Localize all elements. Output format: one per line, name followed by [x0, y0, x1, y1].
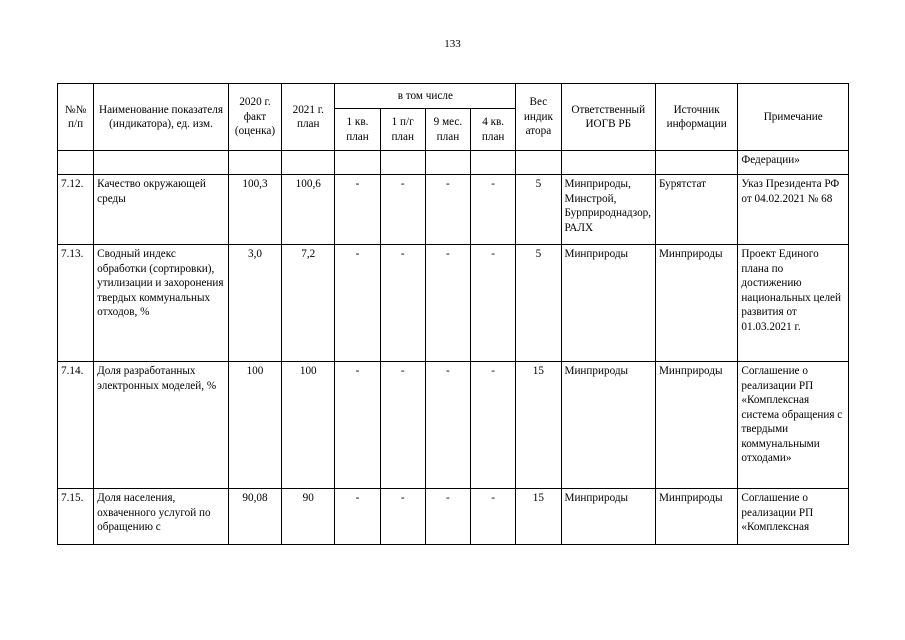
cell-9m: - [425, 245, 470, 362]
cell-q1: - [335, 175, 380, 245]
cell-note: Соглашение о реализации РП «Комплексная система обращения с твердыми коммунальными отходами» [738, 362, 849, 489]
header-9m: 9 мес. план [425, 109, 470, 151]
cell-source: Минприроды [655, 362, 737, 489]
header-note: Примечание [738, 84, 849, 151]
table-row [58, 362, 849, 489]
page-number: 133 [444, 38, 461, 50]
cell-weight: 5 [516, 245, 561, 362]
cell-note: Указ Президента РФ от 04.02.2021 № 68 [738, 175, 849, 245]
cell-plan-2021: 100 [282, 362, 335, 489]
cell-h1: - [380, 362, 425, 489]
header-q4: 4 кв. план [471, 109, 516, 151]
cell-weight: 15 [516, 362, 561, 489]
cell-num: 7.12. [58, 175, 94, 245]
cell-name: Качество окружающей среды [94, 175, 229, 245]
cell-weight: 15 [516, 489, 561, 545]
cell-responsible: Минприроды [561, 362, 655, 489]
cell-num: 7.14. [58, 362, 94, 489]
cell-fact-2020: 100 [228, 362, 281, 489]
header-weight: Вес индик атора [516, 84, 561, 151]
cell-weight: 5 [516, 175, 561, 245]
table-row [58, 175, 849, 245]
header-plan-2021: 2021 г. план [282, 84, 335, 151]
cell-plan-2021: 7,2 [282, 245, 335, 362]
cell-q4: - [471, 489, 516, 545]
cell-q1: - [335, 245, 380, 362]
cell-source: Минприроды [655, 245, 737, 362]
cell-plan-2021: 90 [282, 489, 335, 545]
indicators-table [57, 83, 849, 545]
cell-q4: - [471, 245, 516, 362]
cell-responsible: Минприроды, Минстрой, Бурприроднадзор, РАЛХ [561, 175, 655, 245]
cell-name: Доля населения, охваченного услугой по обращению с [94, 489, 229, 545]
cell-num: 7.15. [58, 489, 94, 545]
table-row [58, 245, 849, 362]
header-name: Наименование показателя (индикатора), ед. изм. [94, 84, 229, 151]
cell-h1: - [380, 489, 425, 545]
cell-q4: - [471, 175, 516, 245]
cell-name: Сводный индекс обработки (сортировки), утилизации и захоронения твердых коммунальных отходов, % [94, 245, 229, 362]
cell-fact-2020: 3,0 [228, 245, 281, 362]
cell-q1: - [335, 489, 380, 545]
cell-h1: - [380, 175, 425, 245]
header-responsible: Ответственный ИОГВ РБ [561, 84, 655, 151]
cell-fact-2020: 90,08 [228, 489, 281, 545]
cell-num: 7.13. [58, 245, 94, 362]
cell-note: Проект Единого плана по достижению национальных целей развития от 01.03.2021 г. [738, 245, 849, 362]
cell-plan-2021: 100,6 [282, 175, 335, 245]
cell-9m: - [425, 175, 470, 245]
cell-h1: - [380, 245, 425, 362]
cell-note: Федерации» [738, 151, 849, 175]
cell-responsible: Минприроды [561, 245, 655, 362]
table-row-continuation [58, 151, 849, 175]
cell-name: Доля разработанных электронных моделей, % [94, 362, 229, 489]
header-including: в том числе [335, 84, 516, 109]
cell-source: Бурятстат [655, 175, 737, 245]
table-row [58, 489, 849, 545]
header-source: Источник информации [655, 84, 737, 151]
cell-9m: - [425, 489, 470, 545]
header-h1: 1 п/г план [380, 109, 425, 151]
cell-fact-2020: 100,3 [228, 175, 281, 245]
cell-source: Минприроды [655, 489, 737, 545]
cell-responsible: Минприроды [561, 489, 655, 545]
header-num: №№ п/п [58, 84, 94, 151]
header-q1: 1 кв. план [335, 109, 380, 151]
cell-q1: - [335, 362, 380, 489]
header-fact-2020: 2020 г. факт (оценка) [228, 84, 281, 151]
cell-9m: - [425, 362, 470, 489]
cell-q4: - [471, 362, 516, 489]
cell-note: Соглашение о реализации РП «Комплексная [738, 489, 849, 545]
